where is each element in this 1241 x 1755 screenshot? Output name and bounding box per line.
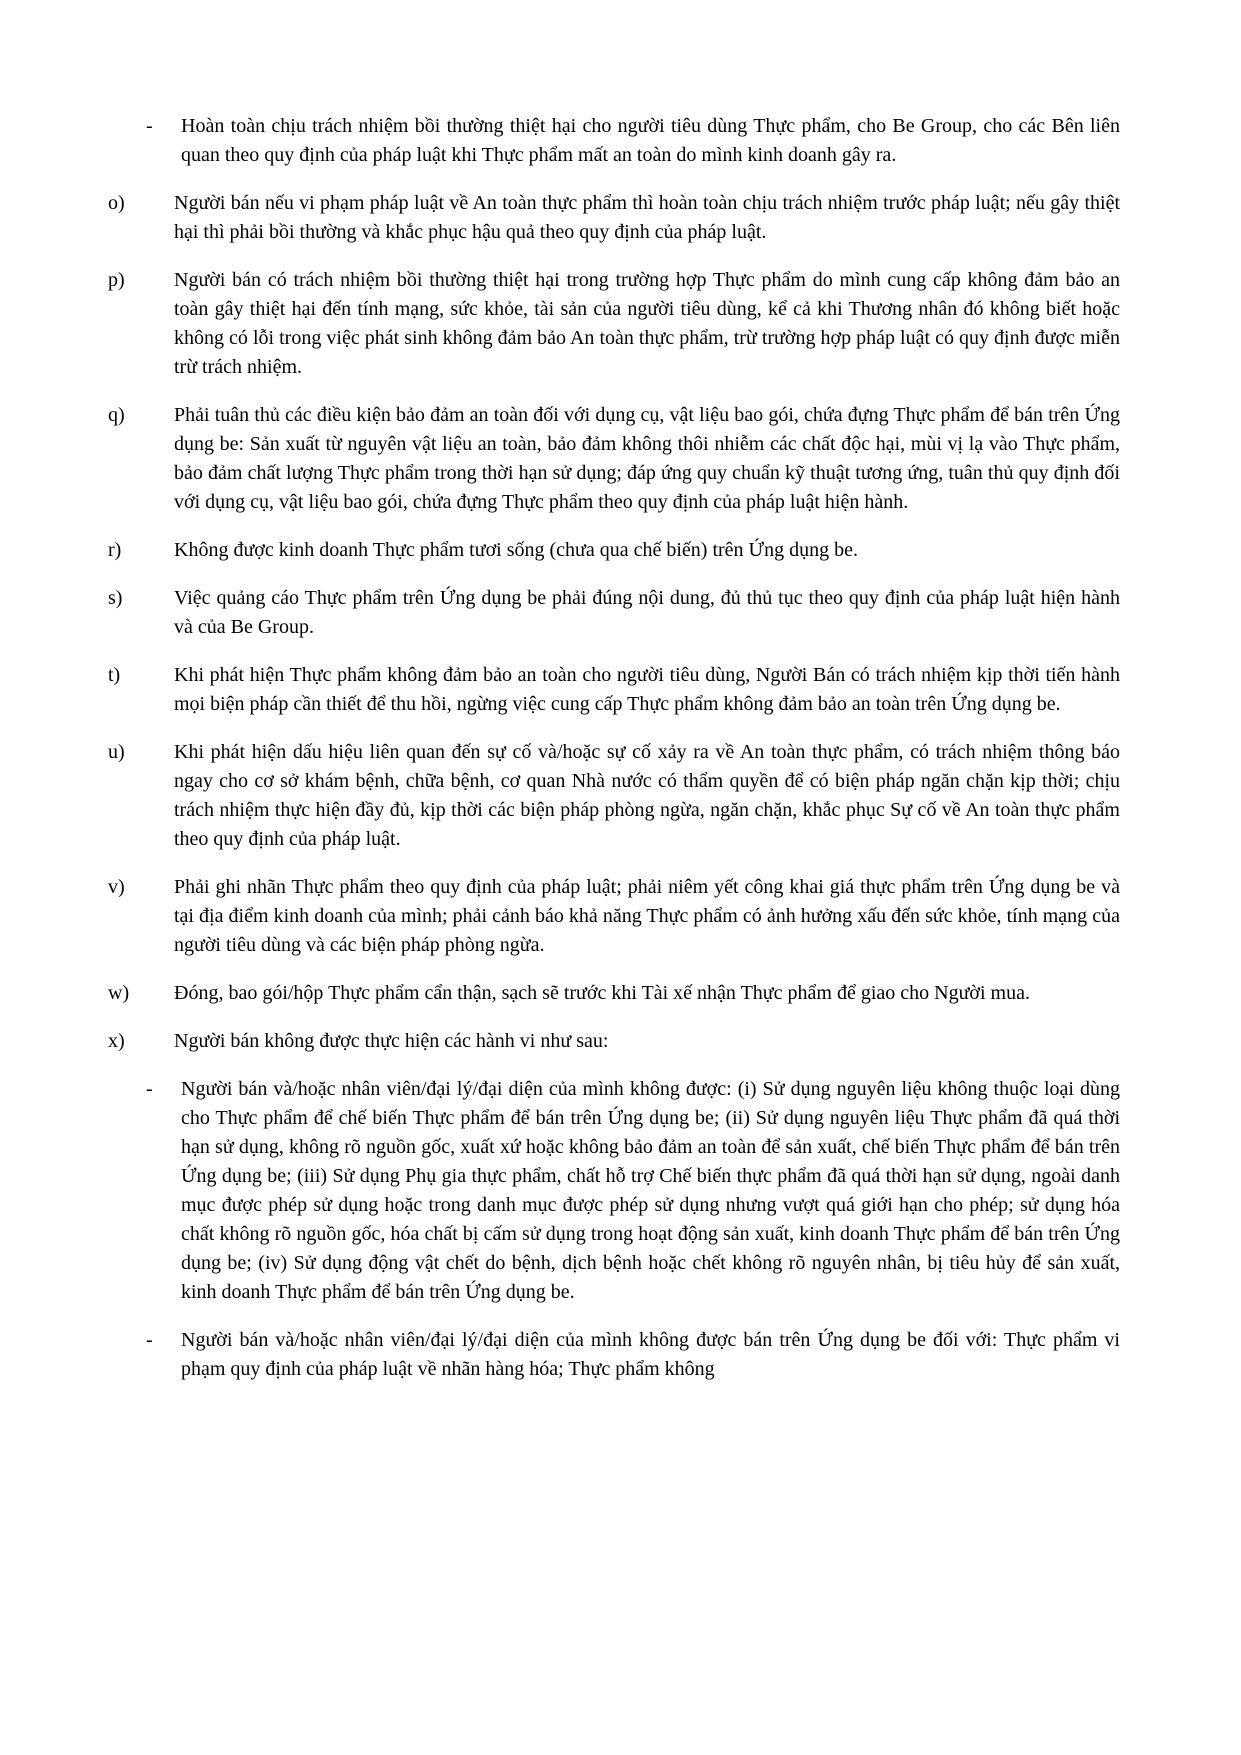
list-item-marker: x) [108,1030,125,1052]
list-item-marker: v) [108,876,125,898]
list-item-text: Người bán không được thực hiện các hành vi như sau: [174,1030,609,1052]
list-item-text: Phải tuân thủ các điều kiện bảo đảm an toàn đối với dụng cụ, vật liệu bao gói, chứa đựng Thực phẩm để bán trên Ứng dụng be: Sản xuất từ nguyên vật liệu an toàn, bảo đảm không thôi nhiễm các chất độc hại, mùi vị lạ vào Thực phẩm, bảo đảm chất lượng Thực phẩm trong thời hạn sử dụng; đáp ứng quy chuẩn kỹ thuật tương ứng, tuân thủ quy định đối với dụng cụ, vật liệu bao gói, chứa đựng Thực phẩm theo quy định của pháp luật hiện hành. [174,404,1120,513]
list-item-text: Người bán và/hoặc nhân viên/đại lý/đại diện của mình không được: (i) Sử dụng nguyên liệu không thuộc loại dùng cho Thực phẩm để chế biến Thực phẩm để bán trên Ứng dụng be; (ii) Sử dụng nguyên liệu Thực phẩm đã quá thời hạn sử dụng, không rõ nguồn gốc, xuất xứ hoặc không bảo đảm an toàn để sản xuất, chế biến Thực phẩm để bán trên Ứng dụng be; (iii) Sử dụng Phụ gia thực phẩm, chất hỗ trợ Chế biến thực phẩm đã quá thời hạn sử dụng, ngoài danh mục được phép sử dụng hoặc trong danh mục được phép sử dụng nhưng vượt quá giới hạn cho phép; sử dụng hóa chất không rõ nguồn gốc, hóa chất bị cấm sử dụng trong hoạt động sản xuất, kinh doanh Thực phẩm để bán trên Ứng dụng be; (iv) Sử dụng động vật chết do bệnh, dịch bệnh hoặc chết không rõ nguyên nhân, bị tiêu hủy để sản xuất, kinh doanh Thực phẩm để bán trên Ứng dụng be. [181,1078,1120,1303]
list-item [108,401,1120,517]
list-item-marker: - [146,1329,153,1351]
list-item-marker: r) [108,539,122,561]
list-item-marker: - [146,115,153,137]
list-item-text: Đóng, bao gói/hộp Thực phẩm cẩn thận, sạch sẽ trước khi Tài xế nhận Thực phẩm để giao cho Người mua. [174,982,1030,1004]
list-item [108,266,1120,382]
list-item-marker: - [146,1078,153,1100]
list-item [108,536,1120,565]
list-item-marker: p) [108,269,125,291]
list-item-text: Khi phát hiện dấu hiệu liên quan đến sự cố và/hoặc sự cố xảy ra về An toàn thực phẩm, có trách nhiệm thông báo ngay cho cơ sở khám bệnh, chữa bệnh, cơ quan Nhà nước có thẩm quyền để có biện pháp ngăn chặn kịp thời; chịu trách nhiệm thực hiện đầy đủ, kịp thời các biện pháp phòng ngừa, ngăn chặn, khắc phục Sự cố về An toàn thực phẩm theo quy định của pháp luật. [174,741,1120,850]
list-item [146,112,1120,170]
list-item-text: Người bán và/hoặc nhân viên/đại lý/đại diện của mình không được bán trên Ứng dụng be đối với: Thực phẩm vi phạm quy định của pháp luật về nhãn hàng hóa; Thực phẩm không [181,1329,1120,1380]
list-item-text: Không được kinh doanh Thực phẩm tươi sống (chưa qua chế biến) trên Ứng dụng be. [174,539,858,561]
list-item [108,661,1120,719]
list-item [146,1075,1120,1307]
list-item [108,873,1120,960]
list-item-marker: o) [108,192,125,214]
list-item [108,584,1120,642]
list-item-text: Người bán có trách nhiệm bồi thường thiệt hại trong trường hợp Thực phẩm do mình cung cấp không đảm bảo an toàn gây thiệt hại đến tính mạng, sức khỏe, tài sản của người tiêu dùng, kể cả khi Thương nhân đó không biết hoặc không có lỗi trong việc phát sinh không đảm bảo An toàn thực phẩm, trừ trường hợp pháp luật có quy định được miễn trừ trách nhiệm. [174,269,1120,378]
list-item [108,189,1120,247]
list-item-marker: s) [108,587,123,609]
list-item [108,1027,1120,1056]
list-item [146,1326,1120,1384]
list-item [108,979,1120,1008]
list-item-marker: q) [108,404,125,426]
list-item-text: Khi phát hiện Thực phẩm không đảm bảo an toàn cho người tiêu dùng, Người Bán có trách nhiệm kịp thời tiến hành mọi biện pháp cần thiết để thu hồi, ngừng việc cung cấp Thực phẩm không đảm bảo an toàn trên Ứng dụng be. [174,664,1120,715]
list-item-text: Phải ghi nhãn Thực phẩm theo quy định của pháp luật; phải niêm yết công khai giá thực phẩm trên Ứng dụng be và tại địa điểm kinh doanh của mình; phải cảnh báo khả năng Thực phẩm có ảnh hưởng xấu đến sức khỏe, tính mạng của người tiêu dùng và các biện pháp phòng ngừa. [174,876,1120,956]
list-item [108,738,1120,854]
list-item-text: Hoàn toàn chịu trách nhiệm bồi thường thiệt hại cho người tiêu dùng Thực phẩm, cho Be Group, cho các Bên liên quan theo quy định của pháp luật khi Thực phẩm mất an toàn do mình kinh doanh gây ra. [181,115,1120,166]
list-item-marker: u) [108,741,125,763]
list-item-marker: t) [108,664,121,686]
list-item-text: Việc quảng cáo Thực phẩm trên Ứng dụng be phải đúng nội dung, đủ thủ tục theo quy định của pháp luật hiện hành và của Be Group. [174,587,1120,638]
list-item-marker: w) [108,982,130,1004]
list-item-text: Người bán nếu vi phạm pháp luật về An toàn thực phẩm thì hoàn toàn chịu trách nhiệm trước pháp luật; nếu gây thiệt hại thì phải bồi thường và khắc phục hậu quả theo quy định của pháp luật. [174,192,1120,243]
